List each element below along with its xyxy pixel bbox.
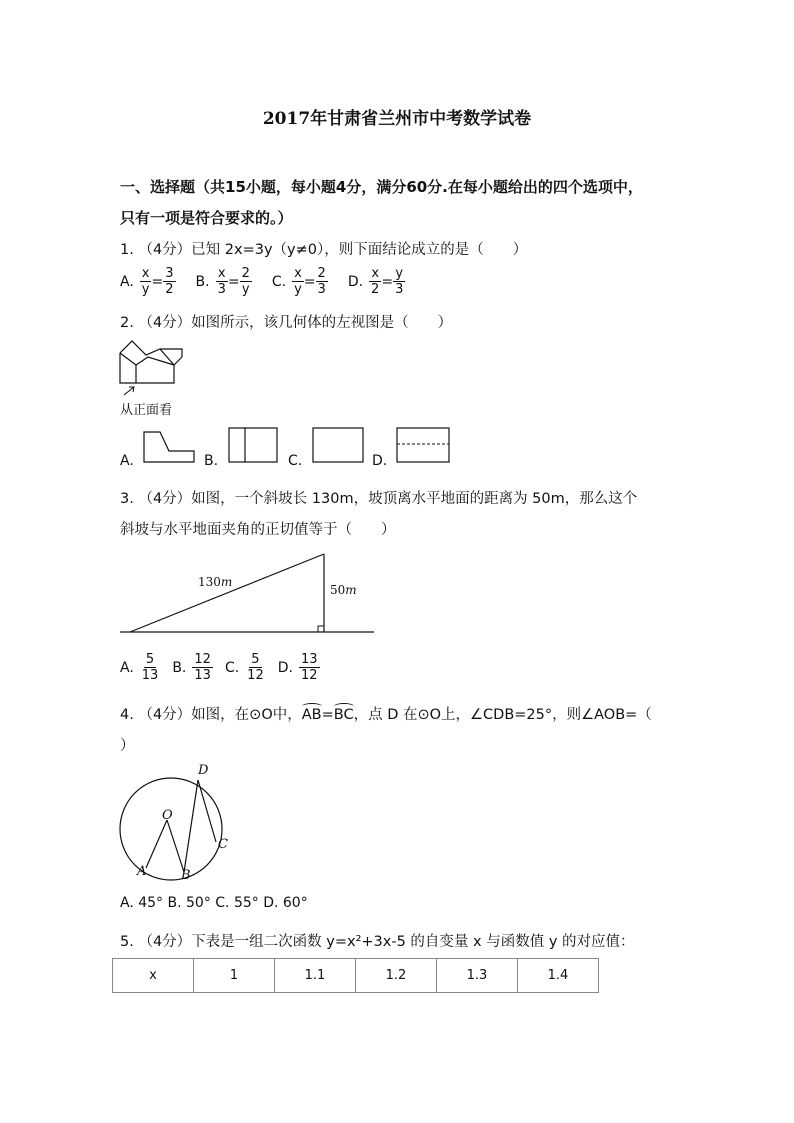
option-a-fraction-left: $\frac{x}{y}$ bbox=[141, 266, 150, 297]
page-title: 2017年甘肃省兰州市中考数学试卷 bbox=[262, 109, 532, 129]
option-c-fraction-left: $\frac{x}{y}$ bbox=[294, 266, 302, 297]
equals-sign: = bbox=[227, 273, 240, 290]
option-c-label: C. bbox=[271, 273, 287, 290]
option-d-fraction-right: $\frac{y}{3}$ bbox=[395, 266, 404, 297]
circle-figure bbox=[116, 762, 240, 884]
equals-sign: = bbox=[303, 273, 316, 290]
height-unit: m bbox=[345, 583, 357, 597]
option-c-label: C. bbox=[224, 659, 240, 676]
table-cell: 1.3 bbox=[437, 959, 518, 993]
hypotenuse-unit: m bbox=[220, 575, 233, 589]
table-cell: 1.2 bbox=[356, 959, 437, 993]
option-a-label: A. bbox=[120, 273, 134, 290]
height-value: 50 bbox=[330, 583, 346, 597]
question-4-text-line2: ） bbox=[120, 738, 135, 754]
equals-sign: = bbox=[151, 273, 164, 290]
question-2-text: 2. （4分）如图所示，该几何体的左视图是（ ） bbox=[120, 315, 453, 331]
point-c-label: C bbox=[218, 837, 228, 852]
option-c-fraction-right: $\frac{2}{3}$ bbox=[317, 266, 326, 297]
arc-ab: AB bbox=[301, 707, 322, 723]
point-b-label: B bbox=[181, 868, 191, 883]
table-cell: 1.1 bbox=[275, 959, 356, 993]
hypotenuse-value: 130 bbox=[198, 575, 221, 589]
solid-figure bbox=[116, 335, 192, 397]
option-a-label: A. bbox=[120, 659, 134, 676]
option-b-fraction-left: $\frac{x}{3}$ bbox=[217, 266, 226, 297]
q2-option-d-label: D. bbox=[372, 453, 388, 469]
q4-equals: = bbox=[321, 707, 334, 723]
q2-option-a-label: A. bbox=[120, 453, 134, 469]
q2-option-b-label: B. bbox=[204, 453, 219, 469]
question-3-options bbox=[120, 652, 320, 683]
option-d-fraction: $\frac{13}{12}$ bbox=[300, 652, 318, 683]
q2-option-d-figure bbox=[396, 427, 450, 463]
height-label bbox=[330, 583, 357, 597]
option-d-label: D. bbox=[277, 659, 293, 676]
option-b-label: B. bbox=[195, 273, 210, 290]
q2-option-c-label: C. bbox=[288, 453, 303, 469]
question-1-text: 1. （4分）已知 2x=3y（y≠0），则下面结论成立的是（ ） bbox=[120, 242, 528, 258]
q2-option-a-figure bbox=[143, 431, 195, 463]
arc-bc: BC bbox=[333, 707, 354, 723]
hypotenuse-label bbox=[198, 575, 232, 589]
q4-prefix: 4. （4分）如图，在⊙O中， bbox=[120, 707, 302, 723]
point-d-label: D bbox=[198, 763, 209, 778]
question-4-options: A. 45° B. 50° C. 55° D. 60° bbox=[120, 895, 308, 911]
option-a-fraction-right: $\frac{3}{2}$ bbox=[165, 266, 174, 297]
view-direction-caption: 从正面看 bbox=[120, 403, 173, 418]
table-cell: 1.4 bbox=[518, 959, 599, 993]
option-a-fraction: $\frac{5}{13}$ bbox=[141, 652, 159, 683]
equals-sign: = bbox=[381, 273, 394, 290]
question-3-text-line2: 斜坡与水平地面夹角的正切值等于（ ） bbox=[120, 522, 396, 538]
q2-option-c-figure bbox=[312, 427, 364, 463]
table-cell: x bbox=[113, 959, 194, 993]
table-cell: 1 bbox=[194, 959, 275, 993]
question-3-text-line1: 3. （4分）如图，一个斜坡长 130m，坡顶离水平地面的距离为 50m，那么这个 bbox=[120, 491, 638, 507]
table-row bbox=[113, 959, 599, 993]
point-o-label: O bbox=[162, 808, 173, 823]
q4-suffix: ，点 D 在⊙O上，∠CDB=25°，则∠AOB=（ bbox=[353, 707, 652, 723]
option-b-fraction: $\frac{12}{13}$ bbox=[194, 652, 211, 683]
section-heading-line1: 一、选择题（共15小题，每小题4分，满分60分.在每小题给出的四个选项中， bbox=[120, 178, 643, 196]
point-a-label: A bbox=[137, 864, 147, 879]
section-heading-line2: 只有一项是符合要求的。） bbox=[120, 209, 293, 227]
option-b-fraction-right: $\frac{2}{y}$ bbox=[241, 266, 250, 297]
value-table bbox=[112, 958, 599, 993]
question-1-options bbox=[120, 266, 405, 297]
option-d-label: D. bbox=[347, 273, 364, 290]
option-d-fraction-left: $\frac{x}{2}$ bbox=[371, 266, 380, 297]
option-c-fraction: $\frac{5}{12}$ bbox=[247, 652, 264, 683]
option-b-label: B. bbox=[172, 659, 187, 676]
question-4-text bbox=[120, 703, 652, 724]
question-5-text: 5. （4分）下表是一组二次函数 y=x²+3x-5 的自变量 x 与函数值 y 的对应值： bbox=[120, 934, 635, 950]
q2-option-b-figure bbox=[228, 427, 278, 463]
